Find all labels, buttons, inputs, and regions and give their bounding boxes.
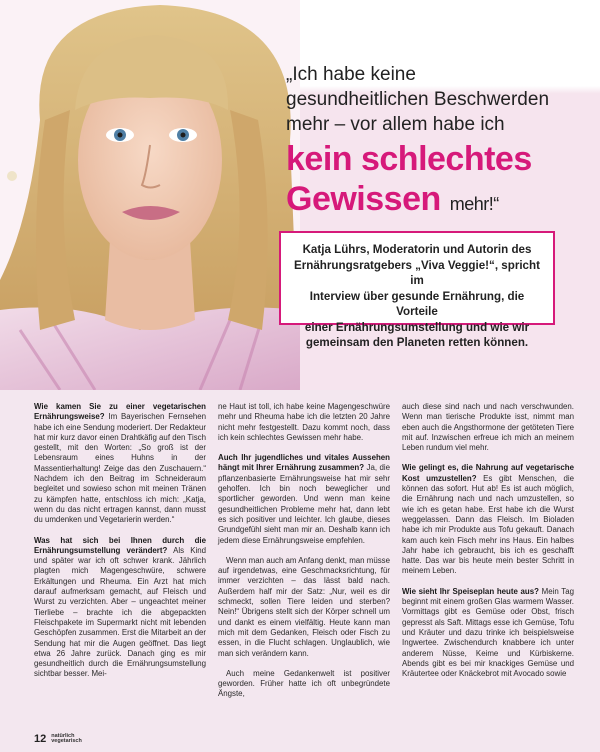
question: Was hat sich bei Ihnen durch die Ernährungsumstellung verändert? xyxy=(34,535,206,555)
quote-highlight-2: Gewissen xyxy=(286,180,441,218)
question: Wie kamen Sie zu einer vegetarischen Ernährungsweise? xyxy=(34,402,206,422)
answer: Im Bayerischen Fernsehen habe ich eine Sendung moderiert. Der Redakteur hat mir kurz davor einen Drahtkäfig auf den Tisch gestellt, mit den Worten: „So groß ist der Lebensraum eines Huhns in der Massentierhaltung! Zeige das den Zuschauern.“ Nachdem ich den Beitrag im Schneideraum begleitet und sowieso schon mit meinen Tränen zu kämpfen hatte, entschloss ich mich: „Katja, wenn du das nicht ertragen kannst, dann musst du umdenken und Vegetarierin werden.“ xyxy=(34,412,206,525)
paragraph xyxy=(402,463,574,576)
intro-line: Interview über gesunde Ernährung, die Vorteile xyxy=(309,289,525,318)
magazine-logo xyxy=(51,734,82,745)
quote-end: mehr!“ xyxy=(449,194,499,214)
logo-line-1: natürlich xyxy=(51,732,75,739)
question: Auch Ihr jugendliches und vitales Aussehen hängt mit Ihrer Ernährung zusammen? xyxy=(218,453,390,473)
column-3 xyxy=(402,402,574,732)
quote-highlight-1: kein schlechtes xyxy=(286,140,532,178)
column-1 xyxy=(34,402,206,732)
intro-line: einer Ernährungsumstellung und wie wir xyxy=(304,320,530,334)
quote-highlight-2-row xyxy=(286,181,586,222)
intro-box xyxy=(279,231,555,349)
intro-line: Ernährungsratgebers „Viva Veggie!“, spricht im xyxy=(294,258,540,287)
paragraph xyxy=(34,536,206,680)
portrait-photo xyxy=(0,0,300,390)
pull-quote xyxy=(286,62,586,222)
paragraph: ne Haut ist toll, ich habe keine Magengeschwüre mehr und Rheuma habe ich die letzten 20 Jahre nicht mehr festgestellt. Dazu kommt noch, dass ich kein schlechtes Gewissen mehr habe. xyxy=(218,402,390,442)
paragraph: Wenn man auch am Anfang denkt, man müsse auf irgendetwas, eine Geschmacksrichtung, für immer verzichten – das lässt bald nach. Außerdem half mir der Satz: „Nur, weil es dir schmeckt, sollen Tiere leiden und sterben? Nein!“ Übrigens stellt sich der Körper schnell um und dankt es einem vielfältig. Heute kann man mich mit dem Gedanken, Fleisch oder Fisch zu essen, in die Flucht schlagen. Unglaublich, wie man sich verändern kann. xyxy=(218,555,390,658)
paragraph xyxy=(402,587,574,680)
article-columns xyxy=(34,402,574,732)
column-2 xyxy=(218,402,390,732)
answer: Es gibt Menschen, die können das sofort. Hut ab! Es ist auch möglich, die Ernährung nach und nach umzustellen, so wie ich es getan habe. Erst habe ich die Wurst weggelassen. Dann das Fleisch. Im Bioladen habe ich mir Produkte aus Tofu gekauft. Danach kam auch kein Fisch mehr ins Haus. Ein halbes Jahr habe ich gebraucht, bis ich es geschafft hatte. Das war bis heute mein bester Schritt in meinem Leben. xyxy=(402,473,574,576)
quote-line-2: gesundheitlichen Beschwerden xyxy=(286,89,550,110)
intro-line: gemeinsam den Planeten retten können. xyxy=(305,336,529,349)
answer: Mein Tag beginnt mit einem großen Glas warmem Wasser. Vormittags gibt es Gemüse oder Obst, frisch gepresst als Saft. Mittags esse ich Gemüse, Tofu und Kräuter und dazu trinke ich beispielsweise Ingwertee. Zwischendurch knabbere ich unter anderem Nüsse, Keime und Kürbiskerne. Abends gibt es bei mir knackiges Gemüse und Kräutertee oder Knäckebrot mit Avocado sowie xyxy=(402,586,574,679)
page-footer xyxy=(34,733,82,745)
logo-line-2: vegetarisch xyxy=(51,738,82,744)
quote-line-1: „Ich habe keine xyxy=(286,64,416,85)
intro-line: Katja Lührs, Moderatorin und Autorin des xyxy=(302,243,532,256)
quote-line-3: mehr – vor allem habe ich xyxy=(286,114,505,135)
question: Wie sieht Ihr Speiseplan heute aus? xyxy=(402,586,539,596)
answer: Ja, die pflanzenbasierte Ernährungsweise hat mir sehr geholfen. Ich bin noch beweglicher und sportlicher geworden. Und wenn man keine gesundheitlichen Probleme mehr hat, dann lebt es sich positiver und leichter. Ich glaube, dieses Grundgefühl sieht man mir an. Deshalb kann ich jedem diese Ernährungsweise empfehlen. xyxy=(218,463,391,545)
question: Wie gelingt es, die Nahrung auf vegetarische Kost umzustellen? xyxy=(402,463,574,483)
paragraph xyxy=(34,402,206,526)
page-number: 12 xyxy=(34,733,47,745)
paragraph: auch diese sind nach und nach verschwunden. Wenn man tierische Produkte isst, nimmt man eben auch die Angsthormone der getöteten Tiere mit auf. Inzwischen erfreue ich mich an meinem Leben rundum viel mehr. xyxy=(402,402,574,453)
answer: Als Kind und später war ich oft schwer krank. Jährlich plagten mich Magengeschwüre, schwere Erkältungen und Rheuma. Ein Arzt hat mich darauf aufmerksam gemacht, auf Fleisch und Wurst zu verzichten. Aber – ungeachtet meiner Tierliebe – brachte ich die abgepackten Fleischpakete im Supermarkt nicht mit lebenden Geschöpfen zusammen. Erst die Mitarbeit an der Sendung hat mir die Augen geöffnet. Das liegt etwa 26 Jahre zurück. Danach ging es mir gesundheitlich durch die Ernährungsumstellung sichtbar besser. Mei- xyxy=(34,545,207,679)
paragraph: Auch meine Gedankenwelt ist positiver geworden. Früher hatte ich oft unbegründete Ängste, xyxy=(218,668,390,699)
paragraph xyxy=(218,453,390,546)
